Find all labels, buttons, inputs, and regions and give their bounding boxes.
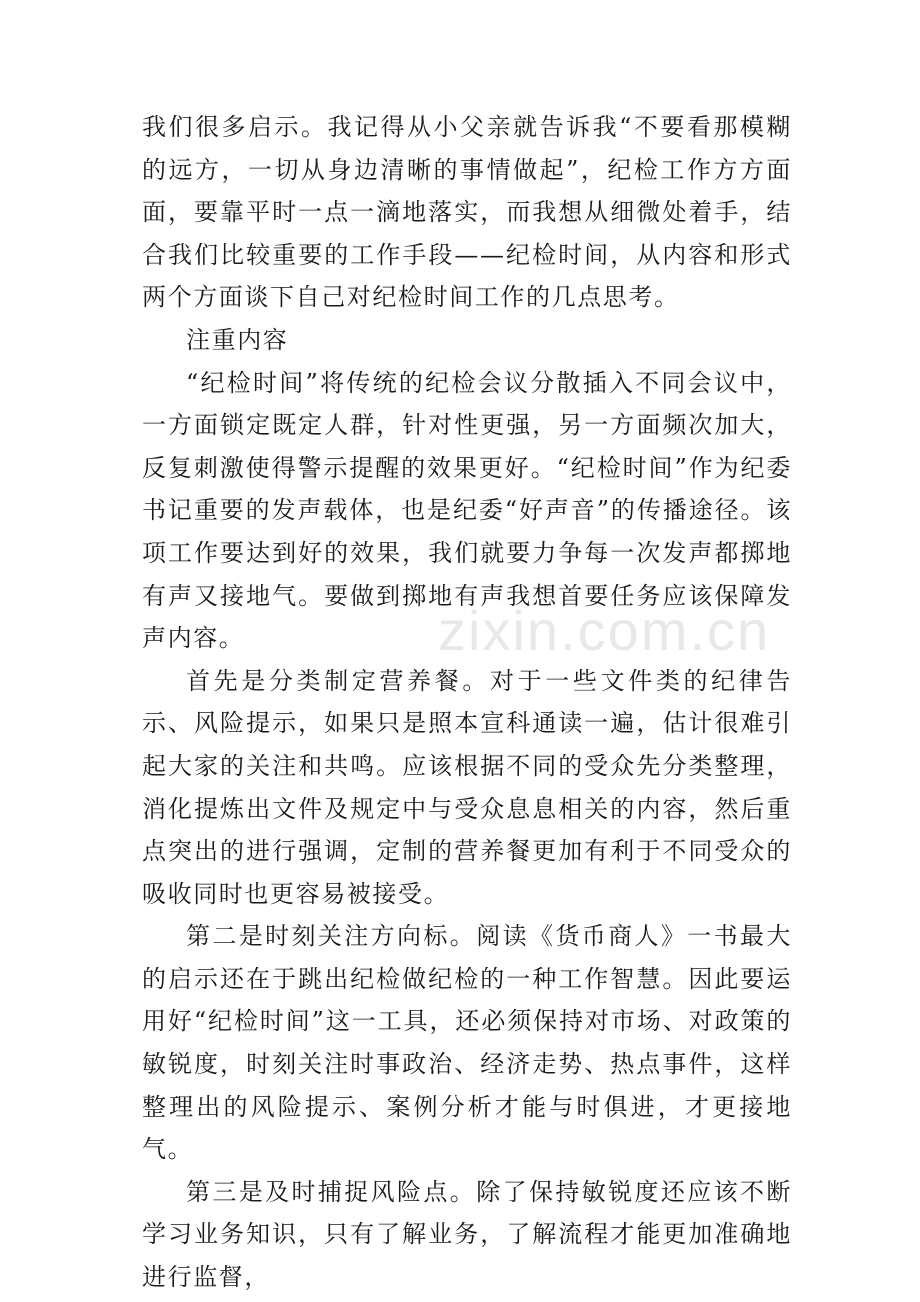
watermark: zixin.com.cn	[438, 599, 771, 662]
paragraph-first-point: 首先是分类制定营养餐。对于一些文件类的纪律告示、风险提示，如果只是照本宣科通读一遍，估计很难引起大家的关注和共鸣。应该根据不同的受众先分类整理，消化提炼出文件及规定中与受众息息相关的内容，然后重点突出的进行强调，定制的营养餐更加有利于不同受众的吸收同时也更容易被接受。	[142, 666, 792, 908]
paragraph-discipline-time: “纪检时间”将传统的纪检会议分散插入不同会议中，一方面锁定既定人群，针对性更强，另一方面频次加大，反复刺激使得警示提醒的效果更好。“纪检时间”作为纪委书记重要的发声载体，也是纪委“好声音”的传播途径。该项工作要达到好的效果，我们就要力争每一次发声都掷地有声又接地气。要做到掷地有声我想首要任务应该保障发声内容。	[142, 368, 792, 653]
paragraph-third-point: 第三是及时捕捉风险点。除了保持敏锐度还应该不断学习业务知识，只有了解业务，了解流程才能更加准确地进行监督，	[142, 1177, 792, 1292]
document-body	[142, 106, 792, 1299]
paragraph-intro-continuation: 我们很多启示。我记得从小父亲就告诉我“不要看那模糊的远方，一切从身边清晰的事情做起”，纪检工作方方面面，要靠平时一点一滴地落实，而我想从细微处着手，结合我们比较重要的工作手段——纪检时间，从内容和形式两个方面谈下自己对纪检时间工作的几点思考。	[142, 113, 792, 312]
section-heading-focus-content: 注重内容	[186, 325, 289, 354]
paragraph-second-point: 第二是时刻关注方向标。阅读《货币商人》一书最大的启示还在于跳出纪检做纪检的一种工作智慧。因此要运用好“纪检时间”这一工具，还必须保持对市场、对政策的敏锐度，时刻关注时事政治、经济走势、热点事件，这样整理出的风险提示、案例分析才能与时俱进，才更接地气。	[142, 922, 792, 1164]
